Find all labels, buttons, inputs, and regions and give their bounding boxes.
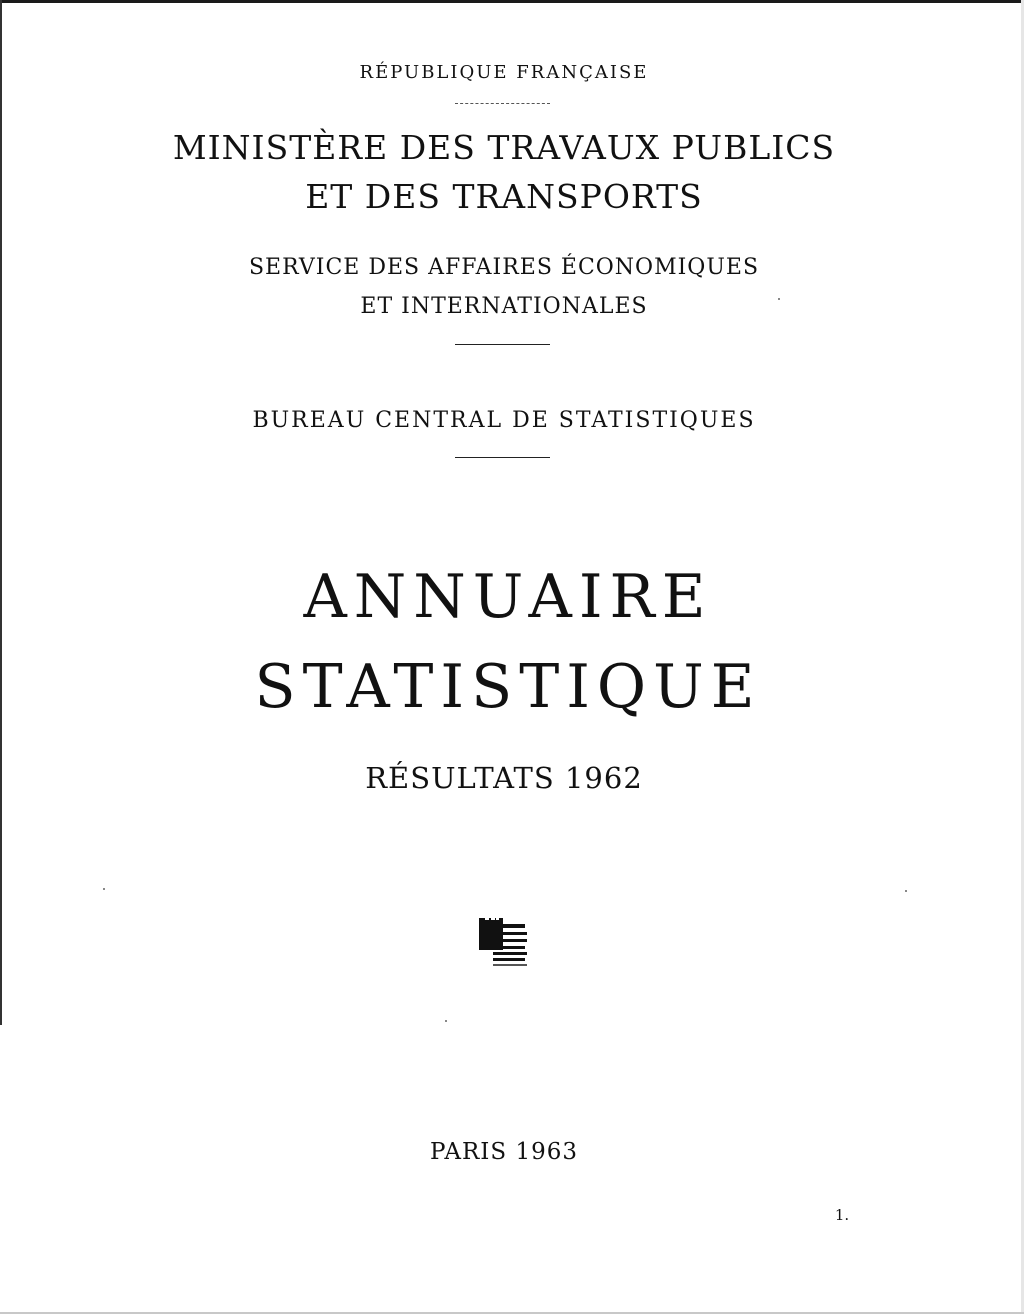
imprint-place-date: PARIS 1963 xyxy=(430,1139,578,1165)
divider-rule xyxy=(455,344,550,345)
service-title-line-1: SERVICE DES AFFAIRES ÉCONOMIQUES xyxy=(248,255,760,280)
service-title-line-2: ET INTERNATIONALES xyxy=(360,294,648,319)
dotted-divider xyxy=(455,103,550,104)
scan-speck xyxy=(445,1020,447,1022)
divider-rule xyxy=(455,457,550,458)
ministry-title-line-2: ET DES TRANSPORTS xyxy=(305,177,703,216)
scan-speck xyxy=(778,298,780,300)
page-number: 1. xyxy=(834,1206,850,1224)
document-title-line-2: STATISTIQUE xyxy=(254,652,762,722)
document-title-line-1: ANNUAIRE xyxy=(303,562,713,632)
bureau-title: BUREAU CENTRAL DE STATISTIQUES xyxy=(252,408,756,433)
republique-heading: RÉPUBLIQUE FRANÇAISE xyxy=(359,62,649,83)
ministry-title-line-1: MINISTÈRE DES TRAVAUX PUBLICS xyxy=(172,128,836,167)
scan-speck xyxy=(103,888,105,890)
publisher-emblem-icon xyxy=(479,916,529,970)
scan-speck xyxy=(905,890,907,892)
scan-border-top xyxy=(0,0,1024,3)
document-subtitle: RÉSULTATS 1962 xyxy=(365,761,643,795)
